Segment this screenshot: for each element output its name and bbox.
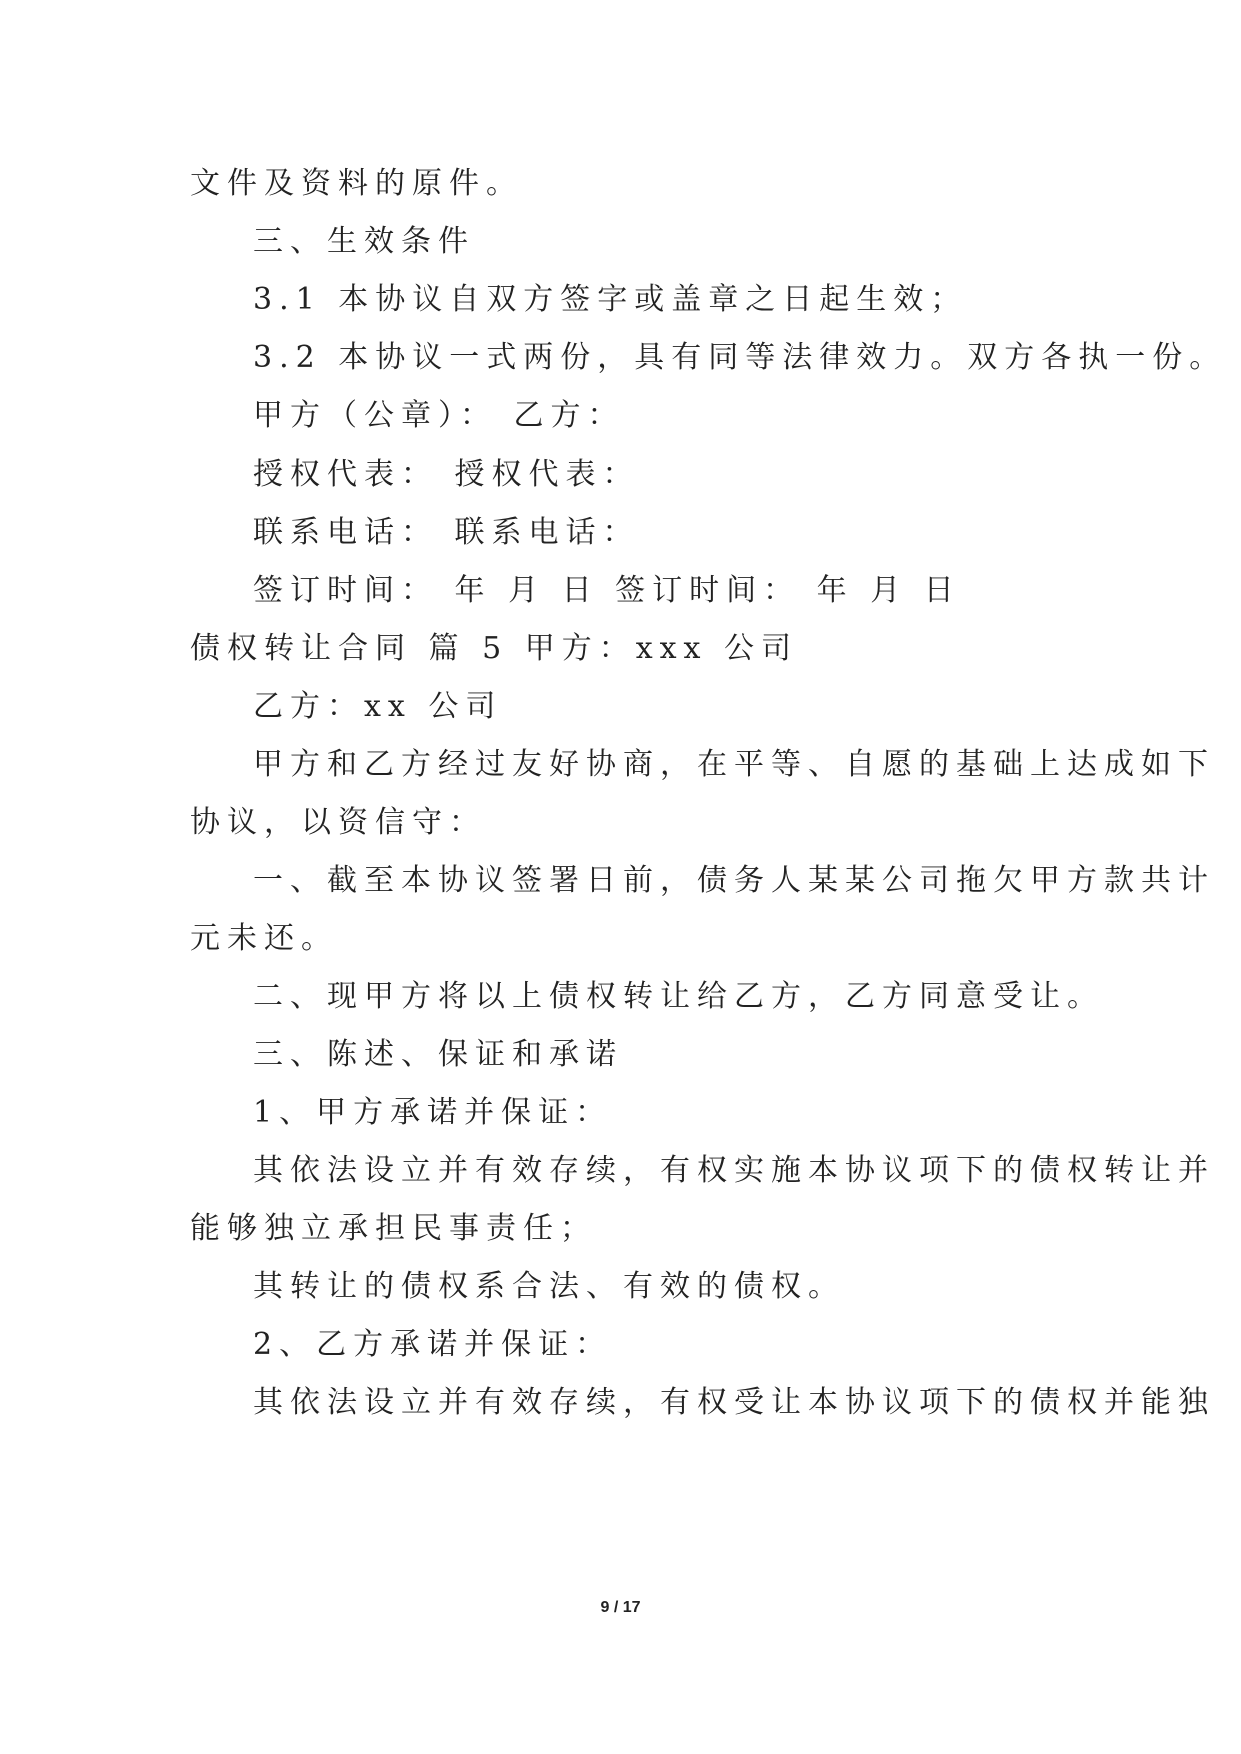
body-text-line: 协议，以资信守： [190,805,486,840]
body-text-line: 能够独立承担民事责任； [190,1211,597,1246]
section-heading: 三、生效条件 [253,224,475,259]
signature-field-line: 授权代表： 授权代表： [253,457,640,492]
body-text-line: 文件及资料的原件。 [190,166,523,201]
clause-text: 2、乙方承诺并保证： [253,1327,613,1362]
clause-text: 3.1 本协议自双方签字或盖章之日起生效； [253,282,968,317]
signature-field-line: 联系电话： 联系电话： [253,515,640,550]
contract-title-line: 债权转让合同 篇 5 甲方：xxx 公司 [190,631,798,666]
section-heading: 三、陈述、保证和承诺 [253,1037,623,1072]
party-line: 乙方：xx 公司 [253,689,503,724]
clause-text: 3.2 本协议一式两份，具有同等法律效力。双方各执一份。 [253,340,1227,375]
page-number: 9 / 17 [600,1599,641,1616]
clause-text: 二、现甲方将以上债权转让给乙方，乙方同意受让。 [253,979,1104,1014]
clause-text: 1、甲方承诺并保证： [253,1095,613,1130]
clause-text: 一、截至本协议签署日前，债务人某某公司拖欠甲方款共计 [253,863,1215,898]
signature-field-line: 甲方（公章）： 乙方： [253,398,625,433]
body-text-line: 元未还。 [190,921,338,956]
signature-field-line: 签订时间： 年 月 日 签订时间： 年 月 日 [253,573,961,608]
body-text-line: 其依法设立并有效存续，有权受让本协议项下的债权并能独 [253,1385,1215,1420]
body-text-line: 其依法设立并有效存续，有权实施本协议项下的债权转让并 [253,1153,1215,1188]
body-text-line: 甲方和乙方经过友好协商，在平等、自愿的基础上达成如下 [253,747,1215,782]
body-text-line: 其转让的债权系合法、有效的债权。 [253,1269,845,1304]
